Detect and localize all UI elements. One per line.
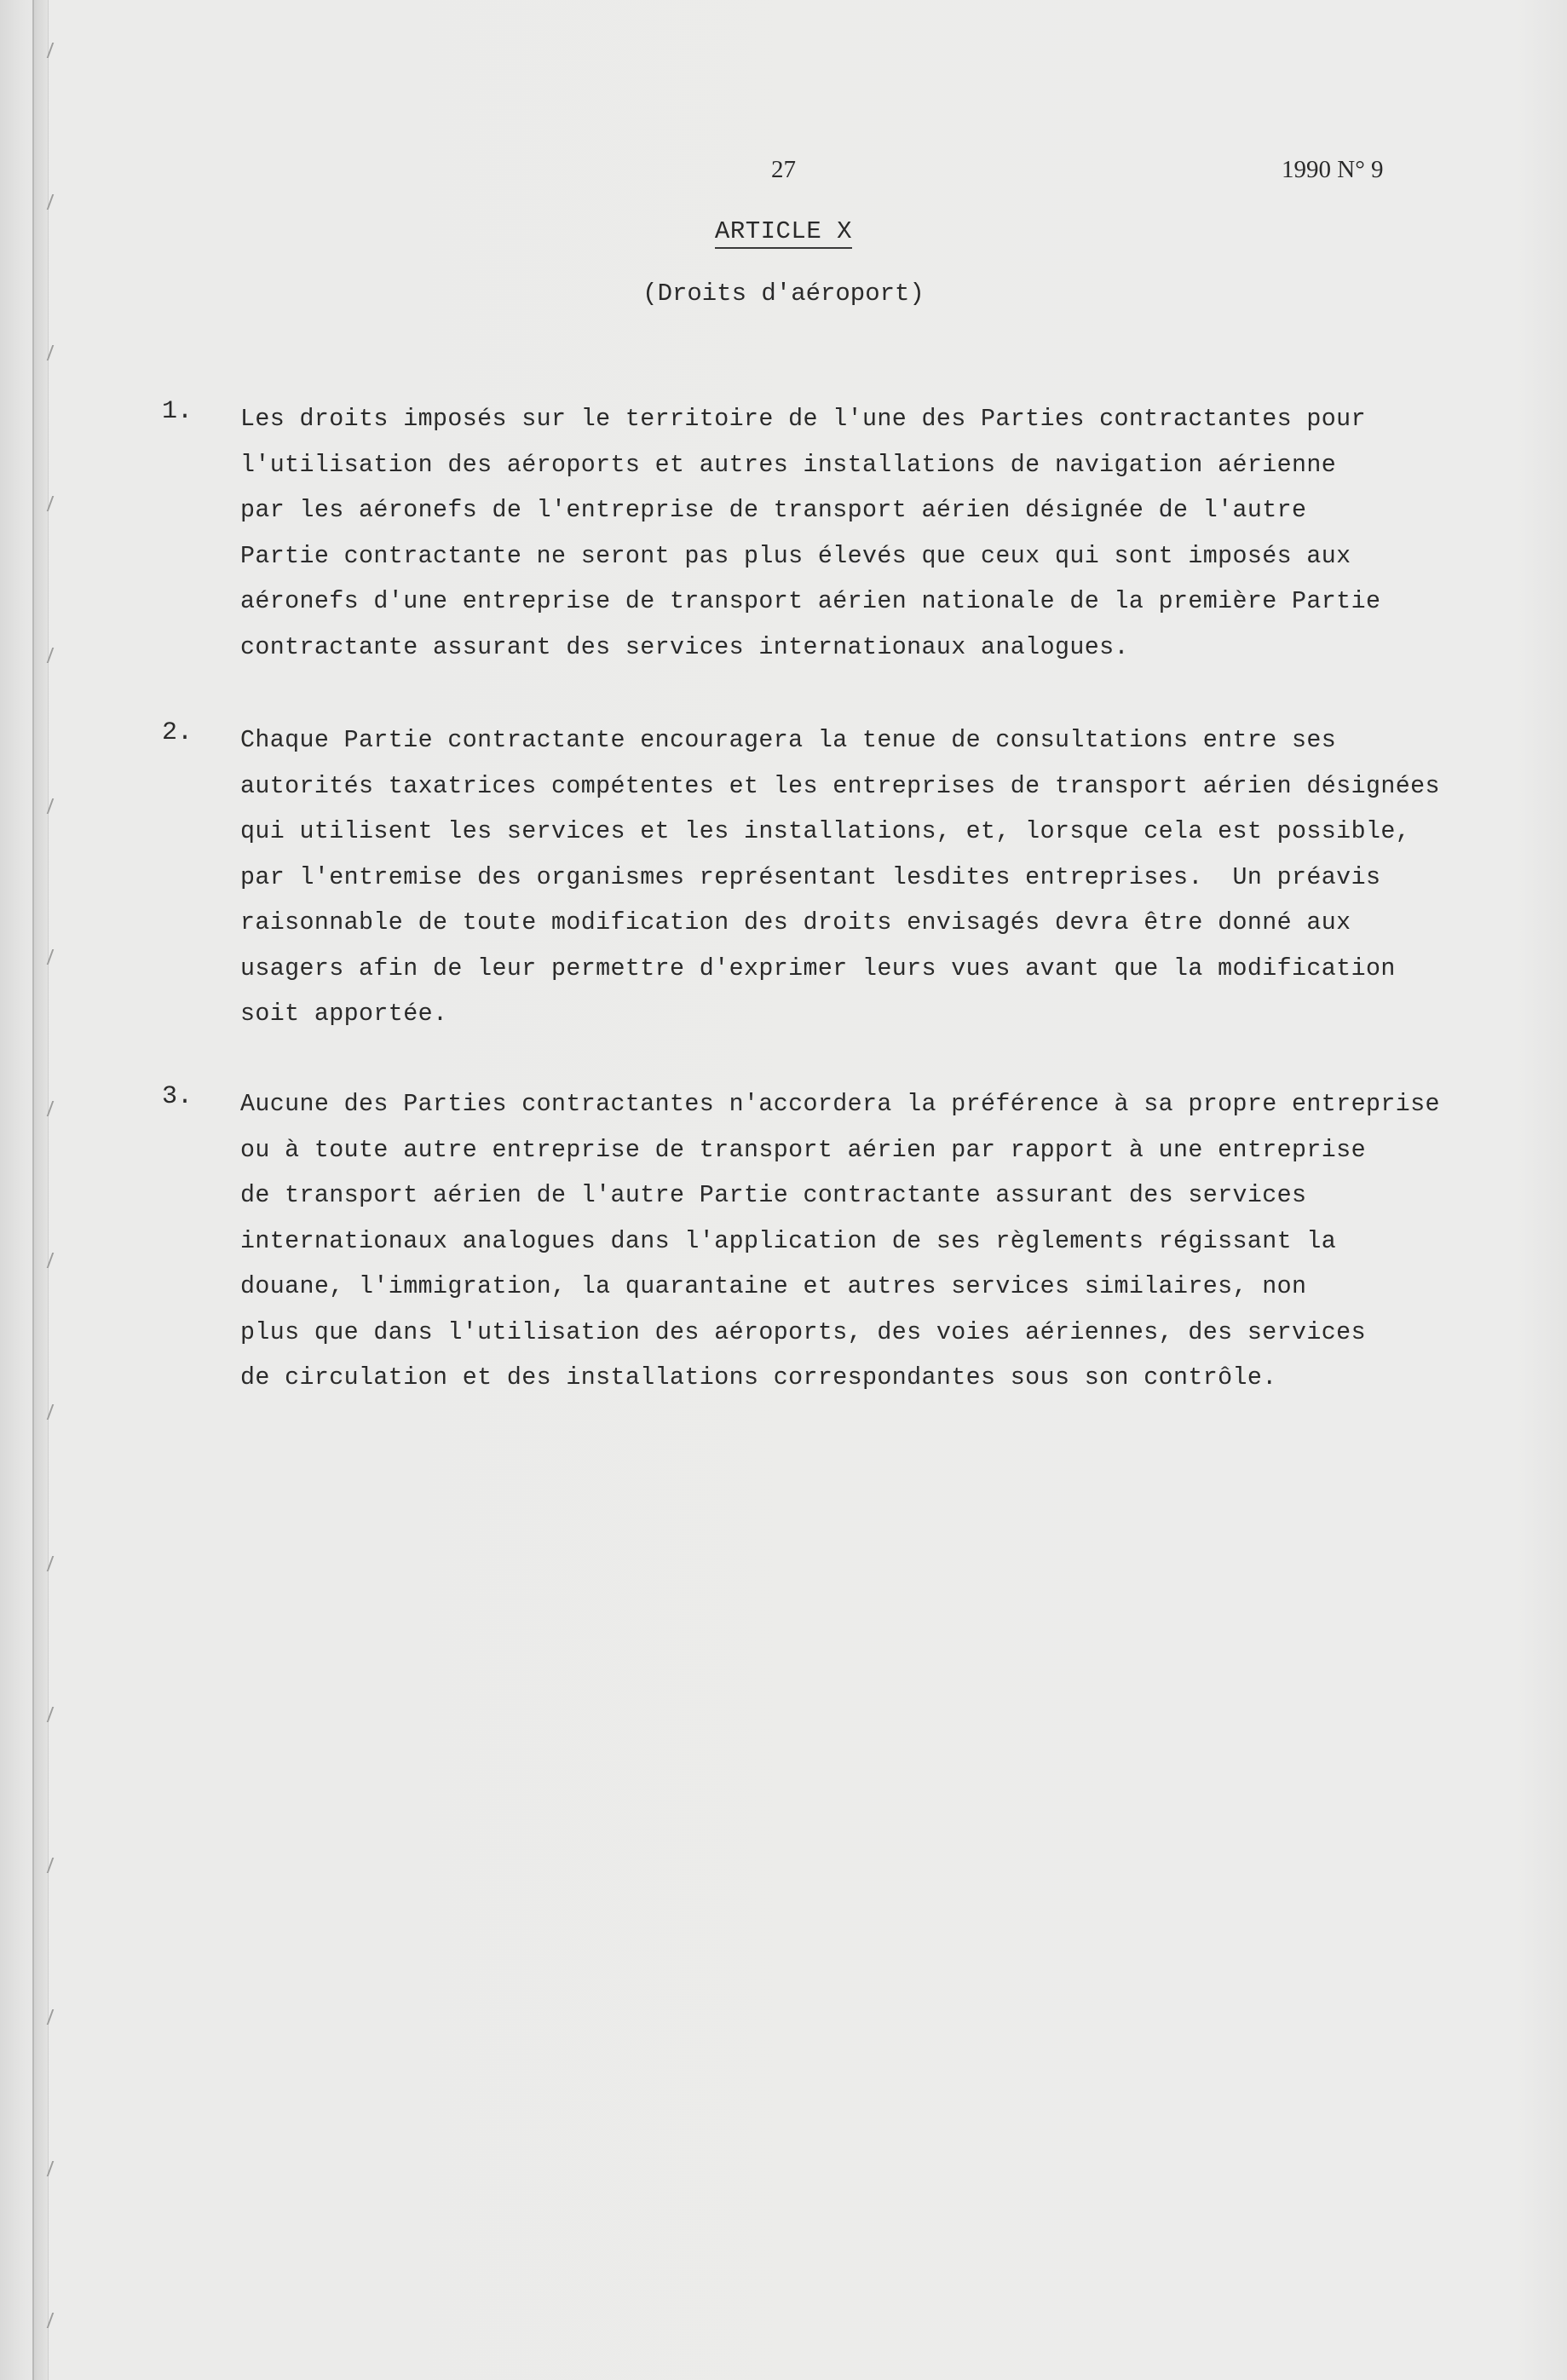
text-line: aéronefs d'une entreprise de transport aérien nationale de la première Partie xyxy=(240,588,1381,615)
paragraph-number: 1. xyxy=(162,397,193,426)
binding-staple-mark xyxy=(47,2161,63,2176)
article-title xyxy=(0,217,1567,245)
paragraph-text xyxy=(240,397,1380,671)
page-number: 27 xyxy=(771,156,796,183)
paragraph-text xyxy=(240,1082,1440,1402)
text-line: douane, l'immigration, la quarantaine et autres services similaires, non xyxy=(240,1273,1307,1300)
text-line: autorités taxatrices compétentes et les entreprises de transport aérien désignées xyxy=(240,772,1440,800)
binding-staple-mark xyxy=(47,798,63,814)
binding-staple-mark xyxy=(47,1404,63,1420)
binding-staple-mark xyxy=(47,43,63,58)
paragraph-number: 2. xyxy=(162,718,193,747)
text-line: par les aéronefs de l'entreprise de transport aérien désignée de l'autre xyxy=(240,497,1307,524)
text-line: qui utilisent les services et les installations, et, lorsque cela est possible, xyxy=(240,818,1411,845)
text-line: plus que dans l'utilisation des aéroports, des voies aériennes, des services xyxy=(240,1318,1366,1346)
document-reference: 1990 N° 9 xyxy=(1282,156,1384,183)
binding-staple-mark xyxy=(47,1101,63,1116)
binding-staple-mark xyxy=(47,1707,63,1722)
binding-staple-mark xyxy=(47,1858,63,1873)
text-line: soit apportée. xyxy=(240,1000,448,1028)
binding-staple-mark xyxy=(47,1253,63,1268)
binding-staple-mark xyxy=(47,345,63,360)
paragraph-text xyxy=(240,718,1440,1038)
text-line: Chaque Partie contractante encouragera la tenue de consultations entre ses xyxy=(240,727,1337,754)
binding-staple-mark xyxy=(47,949,63,965)
article-title-text: ARTICLE X xyxy=(715,217,852,249)
binding-staple-mark xyxy=(47,1556,63,1571)
text-line: internationaux analogues dans l'application de ses règlements régissant la xyxy=(240,1227,1337,1255)
text-line: l'utilisation des aéroports et autres installations de navigation aérienne xyxy=(240,451,1337,479)
binding-staple-mark xyxy=(47,648,63,663)
article-subtitle: (Droits d'aéroport) xyxy=(642,279,925,308)
text-line: de circulation et des installations correspondantes sous son contrôle. xyxy=(240,1364,1277,1392)
text-line: usagers afin de leur permettre d'exprimer leurs vues avant que la modification xyxy=(240,954,1396,983)
text-line: par l'entremise des organismes représentant lesdites entreprises. Un préavis xyxy=(240,863,1381,891)
text-line: ou à toute autre entreprise de transport aérien par rapport à une entreprise xyxy=(240,1136,1366,1164)
binding-staple-mark xyxy=(47,496,63,511)
binding-staple-mark xyxy=(47,2313,63,2328)
text-line: Les droits imposés sur le territoire de l'une des Parties contractantes pour xyxy=(240,406,1366,433)
page-header xyxy=(0,156,1567,190)
paragraph-number: 3. xyxy=(162,1082,193,1111)
text-line: Aucune des Parties contractantes n'accordera la préférence à sa propre entreprise xyxy=(240,1091,1440,1118)
text-line: contractante assurant des services internationaux analogues. xyxy=(240,633,1129,661)
text-line: Partie contractante ne seront pas plus élevés que ceux qui sont imposés aux xyxy=(240,542,1351,570)
binding-staple-mark xyxy=(47,194,63,210)
binding-staple-mark xyxy=(47,2009,63,2025)
text-line: de transport aérien de l'autre Partie contractante assurant des services xyxy=(240,1182,1307,1209)
text-line: raisonnable de toute modification des droits envisagés devra être donné aux xyxy=(240,909,1351,936)
